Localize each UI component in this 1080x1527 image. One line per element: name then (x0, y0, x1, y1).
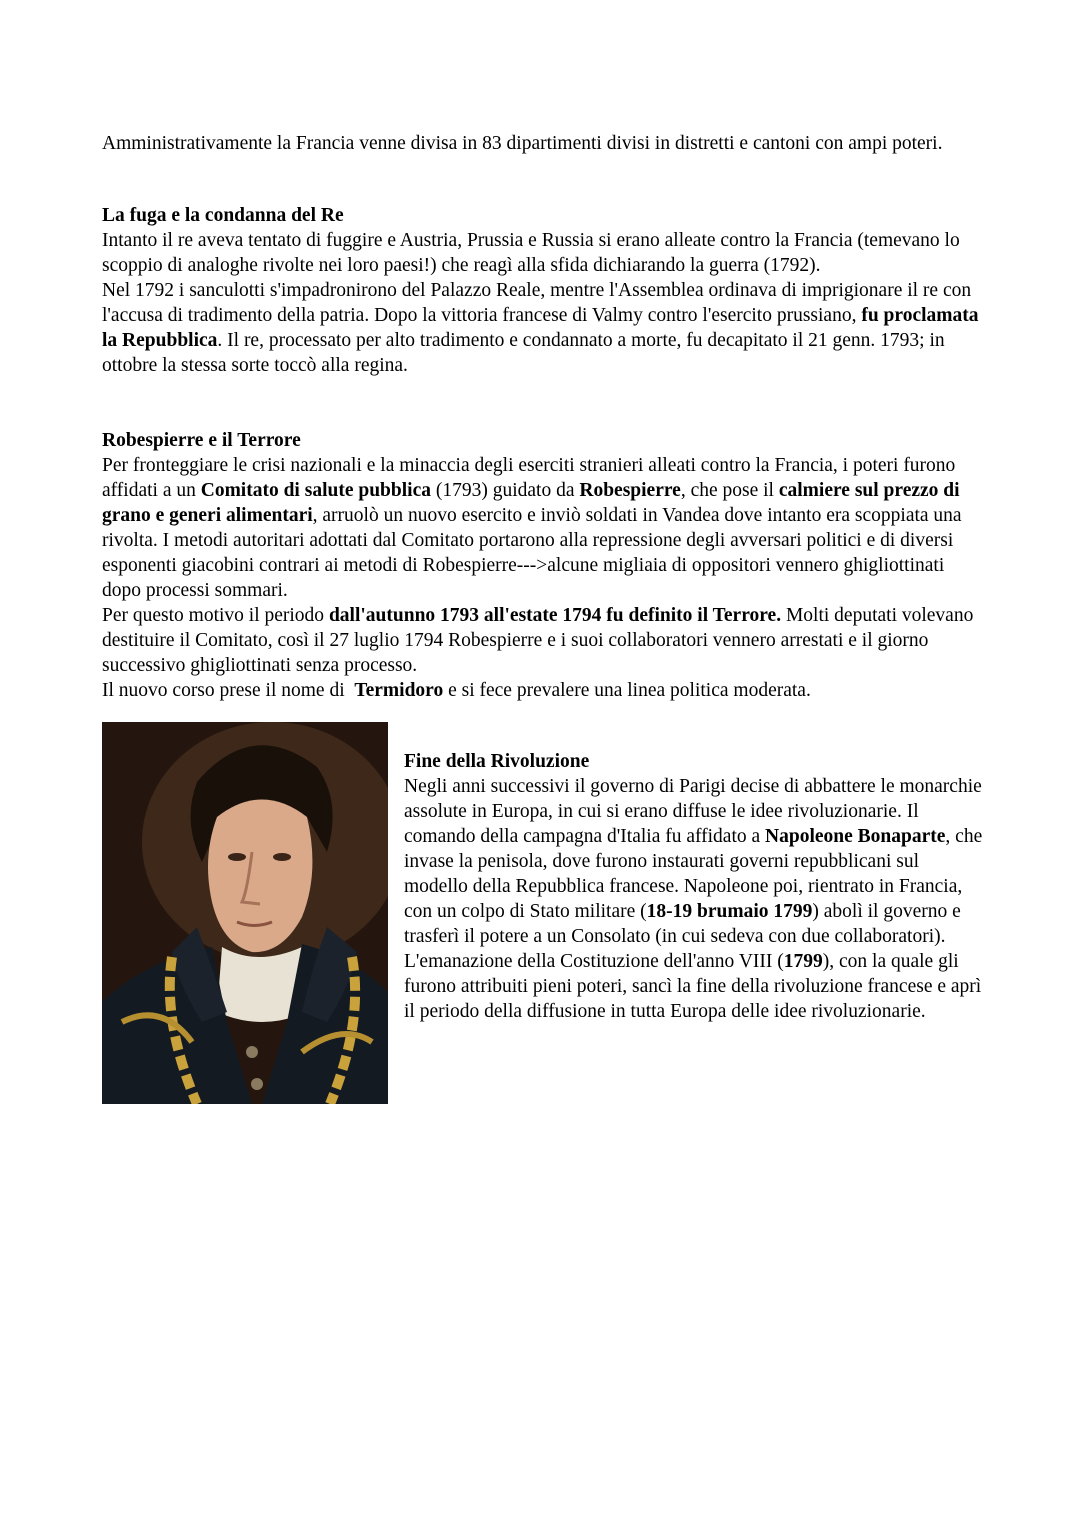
terrore-paragraph-2 (102, 603, 982, 678)
terrore-p1-e: , che pose il (680, 480, 779, 501)
terrore-p3-a: Il nuovo corso prese il nome di (102, 680, 355, 701)
fine-bold-brumaio: 18-19 brumaio 1799 (646, 901, 813, 922)
fine-text-1: Negli anni successivi il governo di Parigi decise di abbattere le monarchie assolute in Europa, in cui si erano diffuse le idee rivoluzionarie. Il comando della campagna d'Italia fu affidato a (404, 776, 982, 847)
intro-paragraph: Amministrativamente la Francia venne divisa in 83 dipartimenti divisi in distretti e cantoni con ampi poteri. (102, 133, 943, 154)
fuga-paragraph-2 (102, 278, 982, 378)
terrore-p2-c: Molti deputati volevano destituire il Comitato, così il 27 luglio 1794 Robespierre e i suoi collaboratori vennero arrestati e il giorno successivo ghigliottinati senza processo. (102, 605, 974, 676)
fuga-heading: La fuga e la condanna del Re (102, 205, 344, 226)
fuga-paragraph-1: Intanto il re aveva tentato di fuggire e Austria, Prussia e Russia si erano alleate contro la Francia (temevano lo scoppio di analoghe rivolte nei loro paesi!) che reagì alla sfida dichiarando la guerra (1792). (102, 230, 960, 276)
terrore-section (102, 428, 982, 703)
fine-bold-napoleone: Napoleone Bonaparte (765, 826, 946, 847)
fuga-p2-text-a: Nel 1792 i sanculotti s'impadronirono del Palazzo Reale, mentre l'Assemblea ordinava di imprigionare il re con l'accusa di tradimento della patria. Dopo la vittoria francese di Valmy contro l'esercito prussiano, (102, 280, 972, 326)
fuga-section (102, 203, 982, 378)
fine-section (404, 749, 984, 1024)
fuga-p2-bold: fu proclamata la Repubblica (102, 305, 979, 351)
fine-paragraph (404, 774, 984, 1024)
napoleon-portrait-image (102, 722, 388, 1104)
terrore-paragraph-1 (102, 453, 982, 603)
terrore-p1-bold-calmiere: calmiere sul prezzo di grano e generi alimentari (102, 480, 960, 526)
terrore-p3-bold-termidoro: Termidoro (354, 680, 444, 701)
terrore-p1-bold-robespierre: Robespierre (579, 480, 681, 501)
fine-text-3: , che invase la penisola, dove furono instaurati governi repubblicani sul modello della Repubblica francese. Napoleone poi, rientrato in Francia, con un colpo di Stato militare ( (404, 826, 983, 922)
terrore-p2-a: Per questo motivo il periodo (102, 605, 329, 626)
fuga-p2-text-c: . Il re, processato per alto tradimento e condannato a morte, fu decapitato il 21 genn. 1793; in ottobre la stessa sorte toccò alla regina. (102, 330, 945, 376)
terrore-p3-c: e si fece prevalere una linea politica moderata. (443, 680, 811, 701)
fine-bold-1799: 1799 (783, 951, 823, 972)
terrore-p2-bold: dall'autunno 1793 all'estate 1794 fu definito il Terrore. (328, 605, 782, 626)
portrait-illustration (102, 722, 388, 1104)
terrore-paragraph-3 (102, 678, 982, 703)
terrore-p1-g: , arruolò un nuovo esercito e inviò soldati in Vandea dove intanto era scoppiata una rivolta. I metodi autoritari adottati dal Comitato portarono alla repressione degli avversari politici e di diversi esponenti giacobini contrari ai metodi di Robespierre--->alcune migliaia di oppositori vennero ghigliottinati dopo processi sommari. (102, 505, 962, 601)
fine-heading: Fine della Rivoluzione (404, 751, 590, 772)
fine-text-7: ), con la quale gli furono attribuiti pieni poteri, sancì la fine della rivoluzione francese e aprì il periodo della diffusione in tutta Europa delle idee rivoluzionarie. (404, 951, 982, 1022)
terrore-heading: Robespierre e il Terrore (102, 430, 301, 451)
intro-section (102, 131, 982, 156)
terrore-p1-bold-comitato: Comitato di salute pubblica (200, 480, 431, 501)
fine-text-5: ) abolì il governo e trasferì il potere a un Consolato (in cui sedeva con due collaboratori). L'emanazione della Costituzione dell'anno VIII ( (404, 901, 961, 972)
terrore-p1-a: Per fronteggiare le crisi nazionali e la minaccia degli eserciti stranieri alleati contro la Francia, i poteri furono affidati a un (102, 455, 956, 501)
terrore-p1-c: (1793) guidato da (430, 480, 580, 501)
